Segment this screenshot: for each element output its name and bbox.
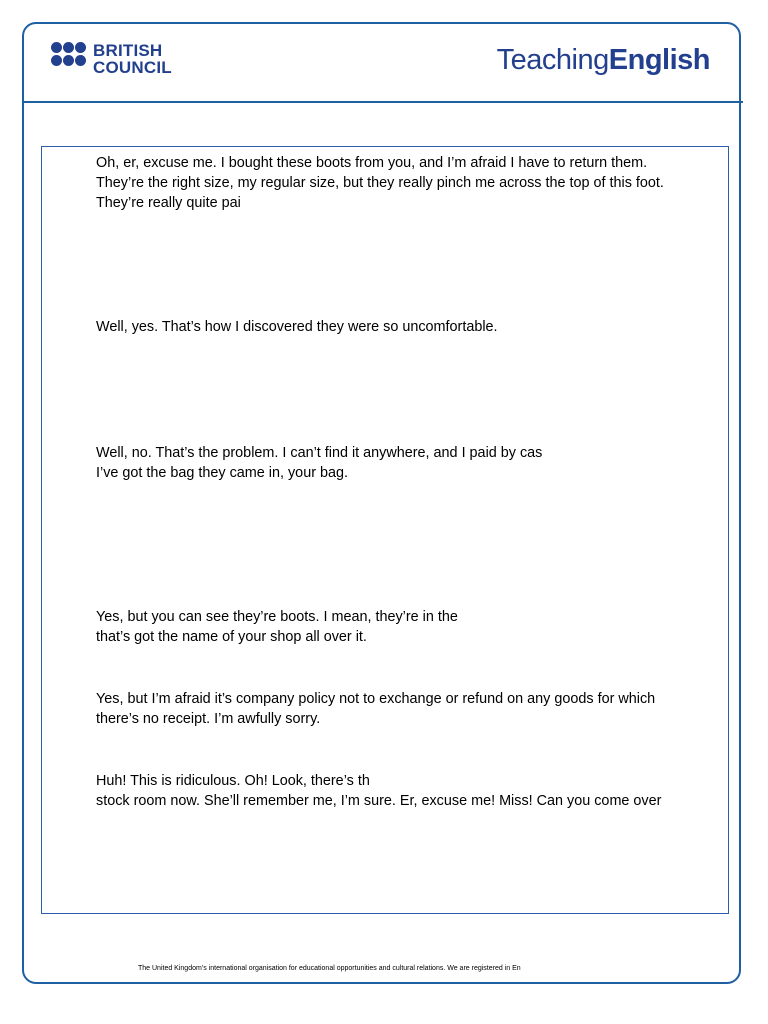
dialogue-line-3: Well, no. That’s the problem. I can’t find it anywhere, and I paid by cas I’ve got the bag they came in, your bag. [96, 445, 543, 481]
dialogue-line-1: Oh, er, excuse me. I bought these boots from you, and I’m afraid I have to return them. They’re the right size, my regular size, but they really pinch me across the top of this foot. They’re really quite pai [96, 155, 664, 211]
dialogue-line-4: Yes, but you can see they’re boots. I mean, they’re in the that’s got the name of your shop all over it. [96, 609, 458, 645]
footer-text: The United Kingdom’s international organisation for educational opportunities and cultural relations. We are registered in En [138, 965, 521, 972]
dialogue-line-5: Yes, but I’m afraid it’s company policy not to exchange or refund on any goods for which there’s no receipt. I’m awfully sorry. [96, 691, 656, 727]
header-divider [24, 101, 743, 103]
teaching-english-logo [497, 44, 710, 77]
dialogue-line-6: Huh! This is ridiculous. Oh! Look, there’s th stock room now. She’ll remember me, I’m sure. Er, excuse me! Miss! Can you come over [96, 773, 662, 809]
dialogue-line-2: Well, yes. That’s how I discovered they were so uncomfortable. [96, 319, 498, 335]
teaching-english-logo-light: Teaching [496, 44, 609, 76]
teaching-english-logo-bold: English [608, 44, 710, 76]
british-council-dots-icon [51, 42, 89, 78]
british-council-wordmark: BRITISH COUNCIL [93, 41, 172, 77]
